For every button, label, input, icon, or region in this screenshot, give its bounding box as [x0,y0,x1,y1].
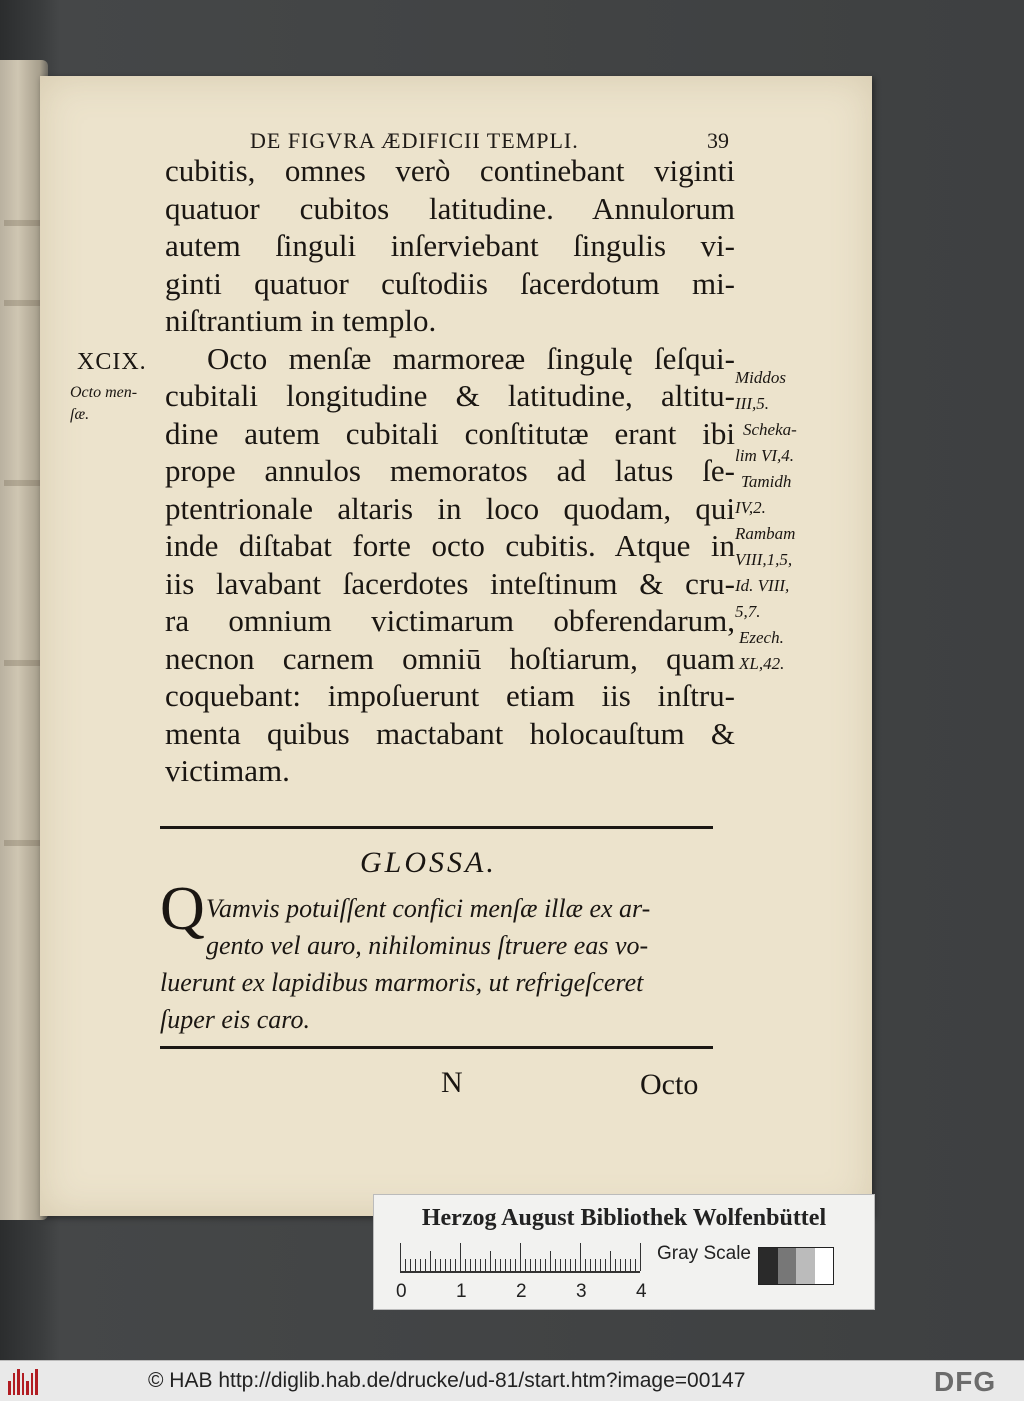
footer-url[interactable]: © HAB http://diglib.hab.de/drucke/ud-81/start.htm?image=00147 [148,1369,746,1392]
ruler-tick [610,1251,611,1271]
ruler-tick [575,1259,576,1271]
swatch-mid [778,1248,797,1284]
ruler-tick [545,1259,546,1271]
running-head: DE FIGVRA ÆDIFICII TEMPLI. [250,128,579,153]
gray-scale-swatch [758,1247,834,1285]
marginal-right-line: 5,7. [735,602,761,621]
marginal-right-line: IV,2. [735,498,766,517]
catchword: Octo [640,1068,699,1101]
body-line: iis lavabant ſacerdotes inteſtinum & cru- [165,565,735,601]
marginal-right-line: lim VI,4. [735,446,795,465]
marginal-right-line: Rambam [735,524,796,543]
ruler-tick [400,1243,401,1271]
body-line: ginti quatuor cuſtodiis ſacerdotum mi- [165,265,735,301]
ruler-tick [435,1259,436,1271]
hab-logo-icon [8,1367,38,1395]
library-name: Herzog August Bibliothek Wolfenbüttel [421,1205,827,1231]
ruler-tick [535,1259,536,1271]
page-number: 39 [707,128,729,153]
marginal-left-line: Octo men- [70,384,138,401]
rule-bottom [160,1046,713,1049]
ruler-tick [570,1259,571,1271]
gloss-title: GLOSSA. [360,846,497,879]
section-number: XCIX. [77,349,147,375]
rule-top [160,826,713,829]
body-text [165,152,735,790]
marginal-left-line: ſæ. [70,406,90,423]
ruler-tick [585,1259,586,1271]
ruler-tick [540,1259,541,1271]
ruler-tick [480,1259,481,1271]
body-line: necnon carnem omniū hoſtiarum, quam [165,640,735,676]
ruler-tick [440,1259,441,1271]
ruler-tick [495,1259,496,1271]
gloss-line: ſuper eis caro. [160,1005,310,1034]
footer-bar [0,1360,1024,1401]
ruler-tick [550,1251,551,1271]
ruler-tick [630,1259,631,1271]
body-line: Octo menſæ marmoreæ ſingulę ſeſqui- [207,340,735,376]
ruler-tick [520,1243,521,1271]
ruler-tick [415,1259,416,1271]
body-line: inde diſtabat forte octo cubitis. Atque in [165,528,735,563]
drop-initial: Q [160,875,205,943]
marginal-right-line: III,5. [735,394,769,413]
ruler-tick [455,1259,456,1271]
body-line: menta quibus mactabant holocauſtum & [165,715,735,751]
ruler-tick [425,1259,426,1271]
marginal-right-line: Tamidh [741,472,792,491]
marginal-right-line: Scheka- [743,420,797,439]
body-line: dine autem cubitali conſtitutæ erant ibi [165,415,735,451]
ruler-tick [600,1259,601,1271]
ruler-number: 1 [456,1281,467,1302]
body-line: autem ſinguli inſerviebant ſingulis vi- [165,228,735,263]
ruler-tick [475,1259,476,1271]
ruler-tick [465,1259,466,1271]
ruler-tick [500,1259,501,1271]
gloss-line: Vamvis potuiſſent confici menſæ illæ ex ar- [206,894,651,923]
ruler-tick [605,1259,606,1271]
ruler-tick [515,1259,516,1271]
gray-scale-label: Gray Scale [657,1243,751,1264]
marginal-right-line: Ezech. [739,628,784,647]
ruler-tick [430,1251,431,1271]
ruler-number: 3 [576,1281,587,1302]
body-line: ra omnium victimarum obferendarum, [165,603,735,638]
ruler-tick [620,1259,621,1271]
gloss-line: gento vel auro, nihilominus ſtruere eas vo- [206,931,649,960]
marginal-right-line: VIII,1,5, [735,550,793,569]
ruler-tick [420,1259,421,1271]
marginal-note-right [735,365,797,677]
ruler-tick [640,1243,641,1271]
ruler-tick [615,1259,616,1271]
ruler-tick [485,1259,486,1271]
ruler-number: 4 [636,1281,647,1302]
swatch-white [815,1248,834,1284]
body-line: ptentrionale altaris in loco quodam, qui [165,490,735,526]
swatch-dark [759,1248,778,1284]
body-line: cubitali longitudine & latitudine, altitu- [165,378,735,413]
marginal-right-line: Middos [735,368,786,387]
ruler-tick [470,1259,471,1271]
ruler-tick [625,1259,626,1271]
ruler-tick [565,1259,566,1271]
ruler-tick [530,1259,531,1271]
ruler-tick [510,1259,511,1271]
body-line: coquebant: impoſuerunt etiam iis inſtru- [165,678,735,713]
gloss-line: luerunt ex lapidibus marmoris, ut refrigeſceret [160,968,644,997]
body-line: quatuor cubitos latitudine. Annulorum [165,190,735,226]
ruler-tick [505,1259,506,1271]
marginal-note-left [70,382,137,426]
marginal-right-line: Id. VIII, [735,576,790,595]
ruler-tick [555,1259,556,1271]
body-line: victimam. [165,753,290,788]
measure-ruler [400,1243,640,1273]
ruler-tick [450,1259,451,1271]
body-line: prope annulos memoratos ad latus ſe- [165,453,735,488]
ruler-tick [635,1259,636,1271]
gloss-text [160,890,713,1038]
ruler-number: 2 [516,1281,527,1302]
body-line: niſtrantium in templo. [165,303,437,338]
ruler-tick [580,1243,581,1271]
library-color-target [373,1194,875,1310]
marginal-right-line: XL,42. [739,654,785,673]
ruler-tick [405,1259,406,1271]
ruler-tick [595,1259,596,1271]
ruler-tick [560,1259,561,1271]
ruler-tick [460,1243,461,1271]
dfg-logo: DFG [934,1366,997,1397]
swatch-light [796,1248,815,1284]
ruler-tick [525,1259,526,1271]
body-line: cubitis, omnes verò continebant viginti [165,153,735,188]
ruler-number: 0 [396,1281,407,1302]
ruler-tick [590,1259,591,1271]
ruler-tick [410,1259,411,1271]
ruler-tick [490,1251,491,1271]
signature-mark: N [441,1066,463,1099]
ruler-tick [445,1259,446,1271]
